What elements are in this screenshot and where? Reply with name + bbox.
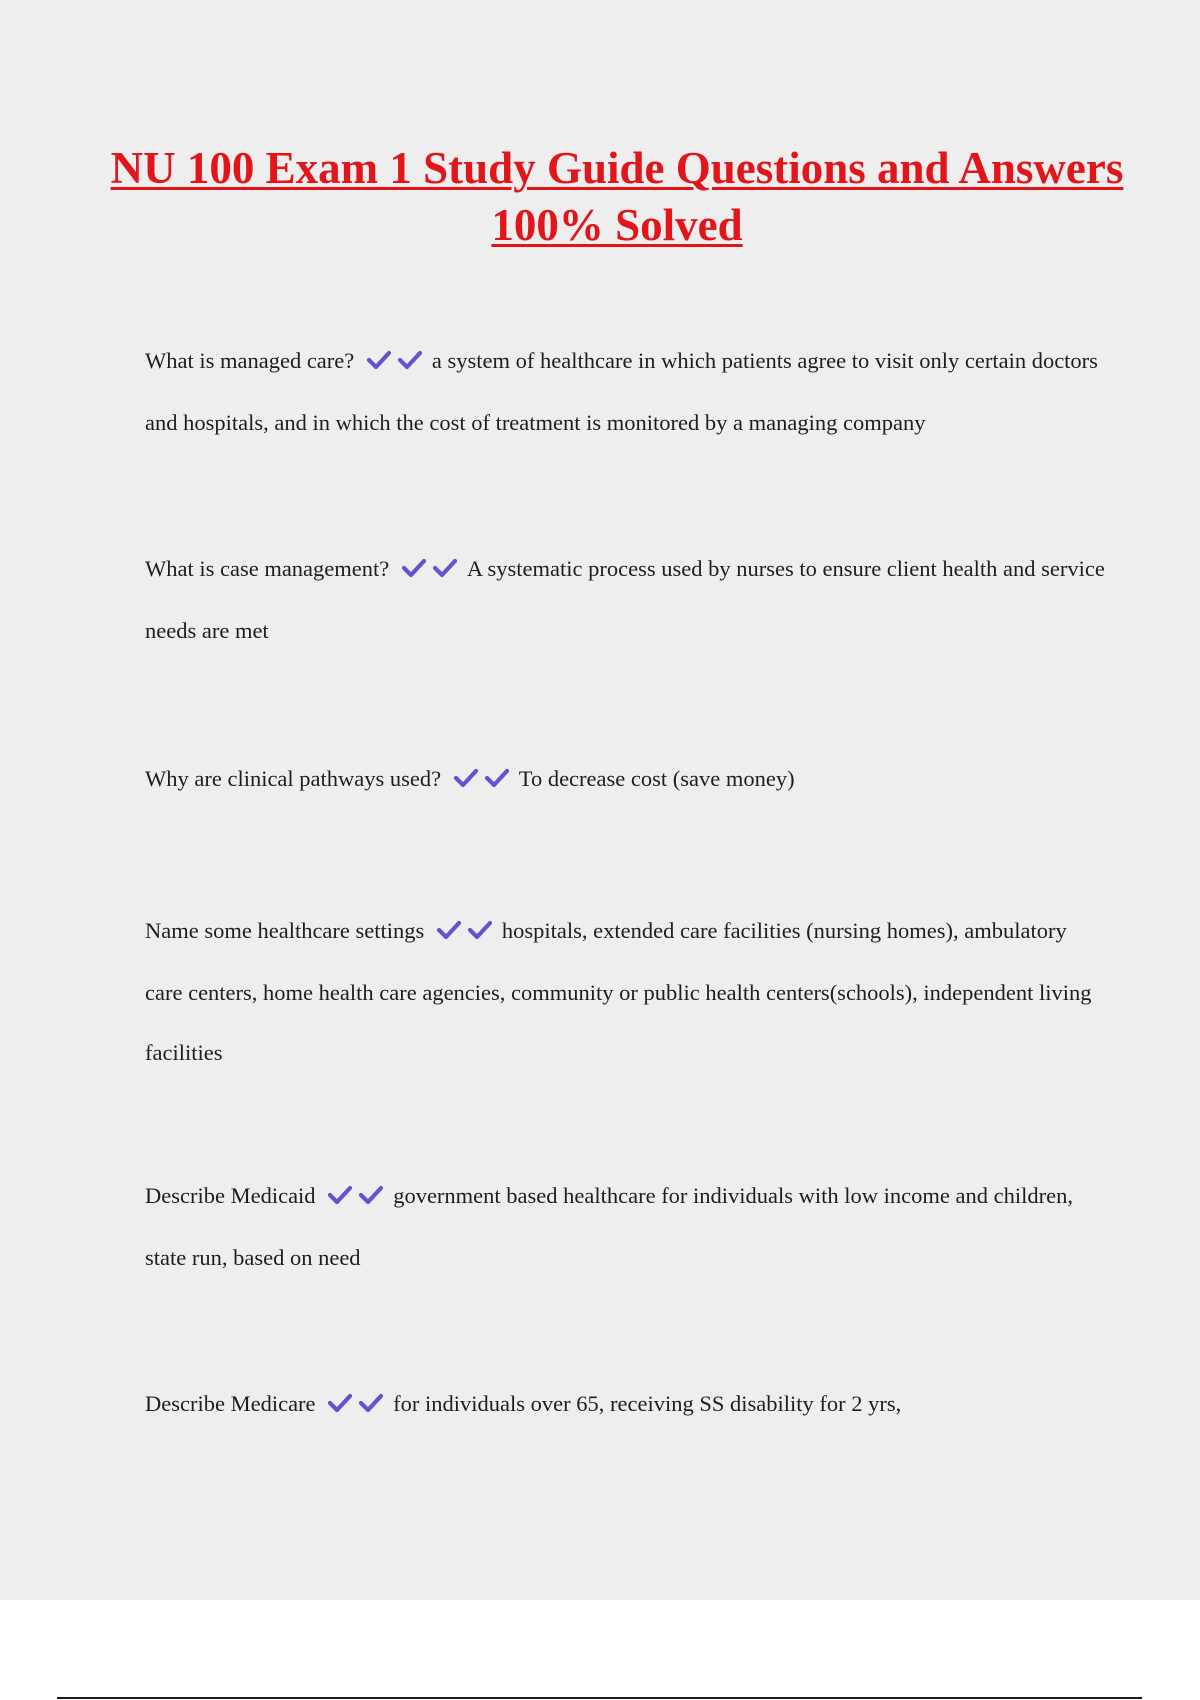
check-icon: [453, 768, 479, 788]
check-icon: [436, 920, 462, 940]
question-text: What is managed care?: [145, 348, 355, 373]
qa-item: [145, 331, 1105, 453]
check-icon: [327, 1393, 353, 1413]
qa-item: [145, 901, 1105, 1083]
check-icon: [327, 1185, 353, 1205]
qa-item: [145, 749, 1105, 811]
qa-item: [145, 1166, 1105, 1288]
double-check-icon: [366, 333, 428, 393]
check-icon: [397, 350, 423, 370]
check-icon: [467, 920, 493, 940]
qa-item: [145, 539, 1105, 661]
check-icon: [358, 1393, 384, 1413]
answer-text: To decrease cost (save money): [518, 766, 795, 791]
answer-text: hospitals, extended care facilities (nursing homes), ambulatory care centers, home health care agencies, community or public health centers(schools), independent living facilities: [145, 918, 1092, 1065]
double-check-icon: [436, 903, 498, 963]
question-text: What is case management?: [145, 556, 390, 581]
answer-text: A systematic process used by nurses to ensure client health and service needs are met: [145, 556, 1105, 643]
double-check-icon: [327, 1168, 389, 1228]
double-check-icon: [327, 1376, 389, 1436]
question-text: Why are clinical pathways used?: [145, 766, 442, 791]
check-icon: [484, 768, 510, 788]
question-text: Describe Medicare: [145, 1391, 316, 1416]
footer-divider: [57, 1697, 1142, 1699]
answer-text: government based healthcare for individuals with low income and children, state run, based on need: [145, 1183, 1073, 1270]
question-text: Name some healthcare settings: [145, 918, 425, 943]
double-check-icon: [453, 751, 515, 811]
check-icon: [358, 1185, 384, 1205]
check-icon: [366, 350, 392, 370]
answer-text: a system of healthcare in which patients agree to visit only certain doctors and hospitals, and in which the cost of treatment is monitored by a managing company: [145, 348, 1098, 435]
qa-item: [145, 1374, 1105, 1436]
answer-text: for individuals over 65, receiving SS disability for 2 yrs,: [393, 1391, 902, 1416]
double-check-icon: [401, 541, 463, 601]
check-icon: [401, 558, 427, 578]
document-title: NU 100 Exam 1 Study Guide Questions and Answers 100% Solved: [110, 143, 1124, 250]
question-text: Describe Medicaid: [145, 1183, 316, 1208]
check-icon: [432, 558, 458, 578]
